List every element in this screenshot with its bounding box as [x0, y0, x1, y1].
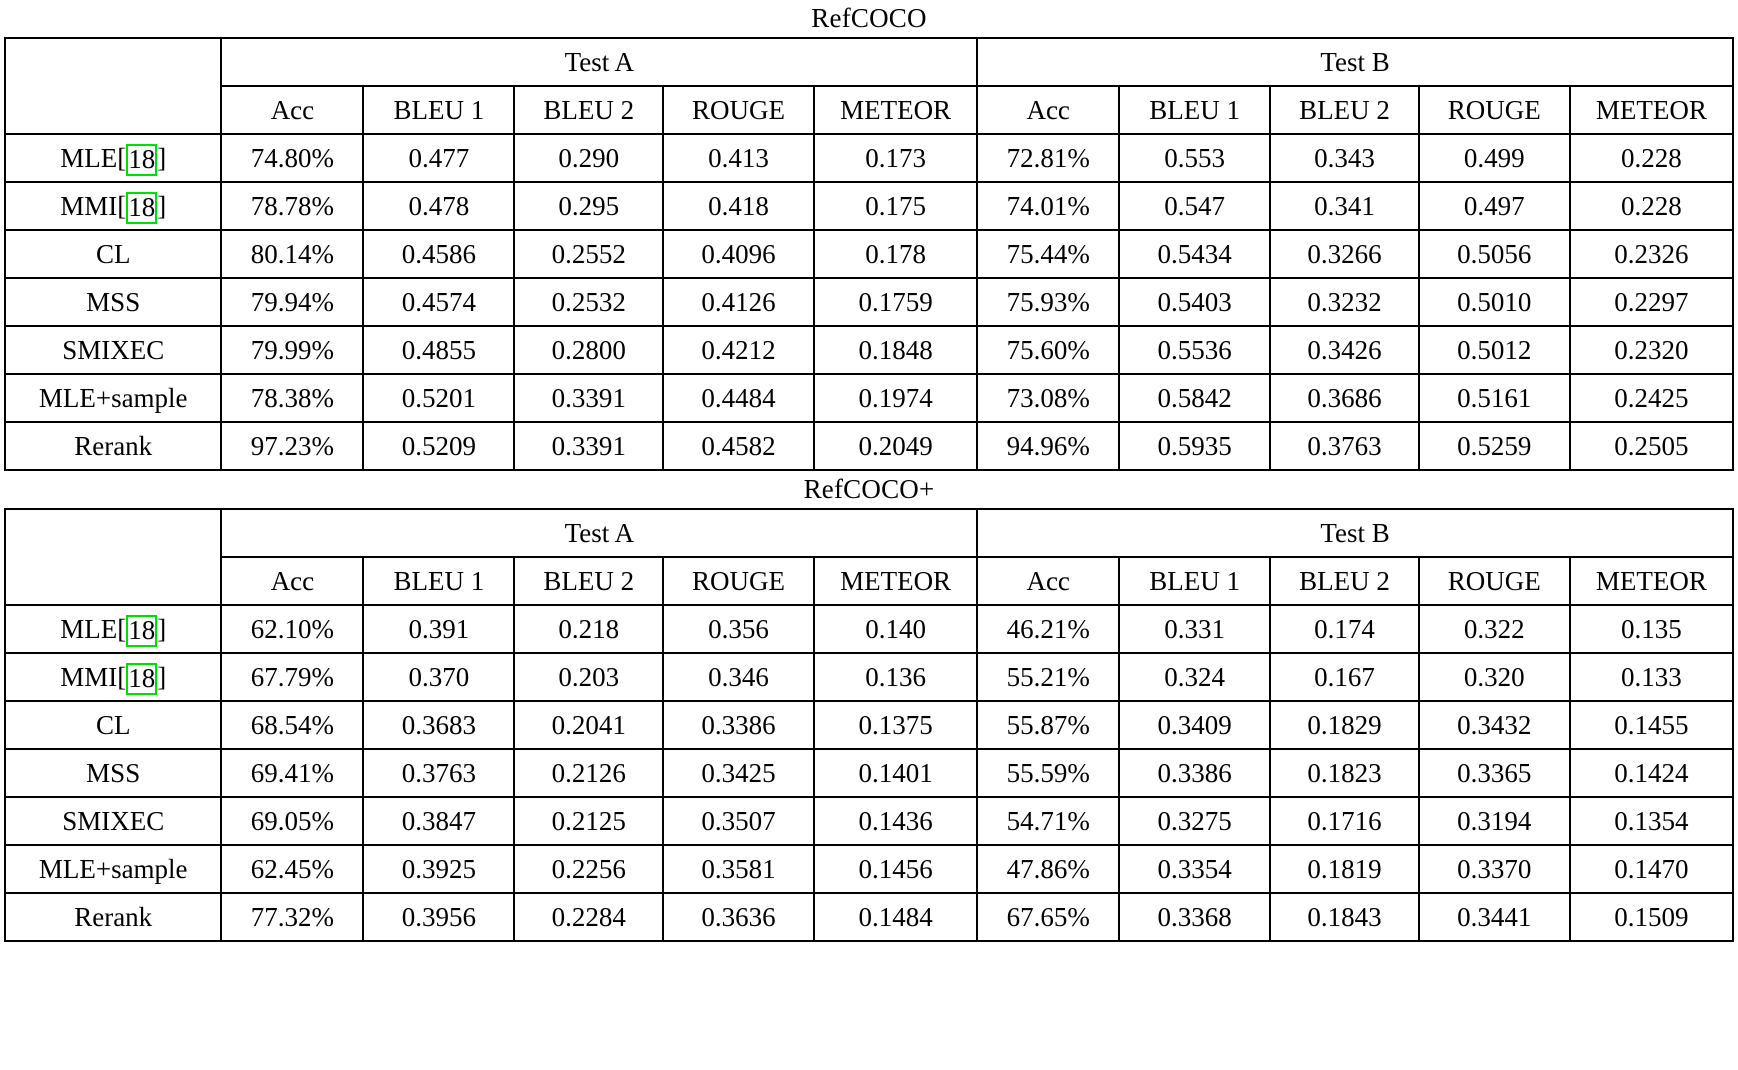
row-label-text: SMIXEC: [62, 806, 165, 836]
metric-cell: 0.324: [1119, 653, 1270, 701]
metric-cell: 0.2326: [1570, 230, 1733, 278]
metric-cell: 75.60%: [977, 326, 1119, 374]
metric-cell: 0.2297: [1570, 278, 1733, 326]
metric-cell: 0.499: [1419, 134, 1570, 182]
metric-cell: 0.1716: [1270, 797, 1419, 845]
metric-cell: 0.173: [814, 134, 977, 182]
metric-cell: 0.3847: [363, 797, 514, 845]
metric-cell: 0.1456: [814, 845, 977, 893]
metric-cell: 0.228: [1570, 182, 1733, 230]
metric-header-acc: Acc: [221, 557, 363, 605]
metric-cell: 0.4484: [663, 374, 814, 422]
table-row: [5, 326, 1733, 374]
citation-close-bracket: ]: [157, 614, 167, 644]
metric-cell: 0.4126: [663, 278, 814, 326]
row-label-text: SMIXEC: [62, 335, 165, 365]
table-caption: RefCOCO+: [803, 474, 935, 504]
metric-cell: 0.5201: [363, 374, 514, 422]
metric-cell: 0.3763: [1270, 422, 1419, 470]
metric-cell: 0.413: [663, 134, 814, 182]
metric-cell: 0.1375: [814, 701, 977, 749]
row-label-text: MLE: [60, 143, 118, 173]
row-label: [5, 845, 221, 893]
group-header-test-b: Test B: [977, 38, 1733, 86]
metric-cell: 75.44%: [977, 230, 1119, 278]
metric-cell: 69.05%: [221, 797, 363, 845]
metric-cell: 62.45%: [221, 845, 363, 893]
metric-cell: 0.477: [363, 134, 514, 182]
metric-cell: 0.1829: [1270, 701, 1419, 749]
metric-header-acc: Acc: [221, 86, 363, 134]
metric-cell: 78.38%: [221, 374, 363, 422]
table-row: [5, 605, 1733, 653]
metric-cell: 0.2800: [514, 326, 663, 374]
metric-cell: 0.5842: [1119, 374, 1270, 422]
metric-cell: 54.71%: [977, 797, 1119, 845]
metric-cell: 78.78%: [221, 182, 363, 230]
metric-cell: 0.356: [663, 605, 814, 653]
metric-cell: 0.4586: [363, 230, 514, 278]
table-row: [5, 797, 1733, 845]
metric-cell: 0.3409: [1119, 701, 1270, 749]
metric-header-bleu-1: BLEU 1: [363, 86, 514, 134]
metric-cell: 0.290: [514, 134, 663, 182]
metric-cell: 0.2284: [514, 893, 663, 941]
row-label-text: Rerank: [74, 431, 153, 461]
metric-cell: 0.3368: [1119, 893, 1270, 941]
row-label-text: MSS: [86, 287, 141, 317]
metric-cell: 0.3370: [1419, 845, 1570, 893]
metric-cell: 67.79%: [221, 653, 363, 701]
metric-cell: 0.3391: [514, 374, 663, 422]
metric-cell: 0.3426: [1270, 326, 1419, 374]
row-label: [5, 182, 221, 230]
metric-cell: 0.5935: [1119, 422, 1270, 470]
table-row: [5, 845, 1733, 893]
citation-close-bracket: ]: [157, 662, 167, 692]
table-row: [5, 749, 1733, 797]
metric-cell: 0.1436: [814, 797, 977, 845]
group-header-test-a: Test A: [221, 509, 977, 557]
metric-cell: 0.178: [814, 230, 977, 278]
metric-cell: 55.59%: [977, 749, 1119, 797]
metric-cell: 0.295: [514, 182, 663, 230]
metric-cell: 0.553: [1119, 134, 1270, 182]
metric-cell: 72.81%: [977, 134, 1119, 182]
row-label: [5, 422, 221, 470]
metric-cell: 0.5259: [1419, 422, 1570, 470]
metric-cell: 0.136: [814, 653, 977, 701]
row-label: [5, 797, 221, 845]
metric-header-bleu-2: BLEU 2: [514, 557, 663, 605]
metric-cell: 62.10%: [221, 605, 363, 653]
metric-cell: 0.343: [1270, 134, 1419, 182]
row-label: [5, 893, 221, 941]
row-label: [5, 278, 221, 326]
metric-cell: 79.99%: [221, 326, 363, 374]
metric-cell: 0.1484: [814, 893, 977, 941]
metric-header-rouge: ROUGE: [663, 557, 814, 605]
metric-cell: 0.135: [1570, 605, 1733, 653]
citation-open-bracket: [: [117, 191, 127, 221]
row-label: [5, 326, 221, 374]
metric-header-rouge: ROUGE: [1419, 557, 1570, 605]
metric-cell: 0.228: [1570, 134, 1733, 182]
metric-header-bleu-1: BLEU 1: [363, 557, 514, 605]
metric-header-acc: Acc: [977, 557, 1119, 605]
metric-cell: 0.3507: [663, 797, 814, 845]
table-row: [5, 374, 1733, 422]
metric-cell: 0.2125: [514, 797, 663, 845]
corner-cell: [5, 509, 221, 605]
metric-cell: 0.3266: [1270, 230, 1419, 278]
metric-cell: 0.3683: [363, 701, 514, 749]
metric-cell: 0.1401: [814, 749, 977, 797]
metric-cell: 0.3686: [1270, 374, 1419, 422]
row-label: [5, 653, 221, 701]
results-table: [4, 37, 1734, 471]
row-label: [5, 605, 221, 653]
citation-link[interactable]: 18: [128, 663, 156, 693]
metric-cell: 0.5161: [1419, 374, 1570, 422]
metric-cell: 77.32%: [221, 893, 363, 941]
table-row: [5, 653, 1733, 701]
citation-open-bracket: [: [117, 614, 127, 644]
row-label-text: MSS: [86, 758, 141, 788]
table-caption: RefCOCO: [811, 3, 927, 33]
metric-cell: 0.5403: [1119, 278, 1270, 326]
metric-cell: 0.391: [363, 605, 514, 653]
metric-header-bleu-2: BLEU 2: [1270, 86, 1419, 134]
metric-cell: 80.14%: [221, 230, 363, 278]
metric-cell: 0.4582: [663, 422, 814, 470]
metric-cell: 0.2552: [514, 230, 663, 278]
table-row: [5, 422, 1733, 470]
metric-cell: 0.133: [1570, 653, 1733, 701]
metric-cell: 0.2049: [814, 422, 977, 470]
metric-cell: 46.21%: [977, 605, 1119, 653]
metric-cell: 0.331: [1119, 605, 1270, 653]
metric-cell: 0.2425: [1570, 374, 1733, 422]
metric-cell: 0.4212: [663, 326, 814, 374]
metric-cell: 0.4096: [663, 230, 814, 278]
metric-cell: 0.5010: [1419, 278, 1570, 326]
metric-cell: 67.65%: [977, 893, 1119, 941]
metric-cell: 0.174: [1270, 605, 1419, 653]
metric-cell: 0.2505: [1570, 422, 1733, 470]
metric-header-row: [5, 557, 1733, 605]
metric-cell: 0.497: [1419, 182, 1570, 230]
row-label-text: MLE+sample: [38, 854, 188, 884]
row-label: [5, 134, 221, 182]
metric-cell: 0.3425: [663, 749, 814, 797]
metric-cell: 0.1843: [1270, 893, 1419, 941]
metric-cell: 74.80%: [221, 134, 363, 182]
metric-header-row: [5, 86, 1733, 134]
citation-link[interactable]: 18: [128, 192, 156, 222]
group-header-row: [5, 509, 1733, 557]
table-row: [5, 278, 1733, 326]
row-label-text: CL: [95, 239, 131, 269]
metric-header-rouge: ROUGE: [663, 86, 814, 134]
metric-cell: 0.3391: [514, 422, 663, 470]
metric-cell: 74.01%: [977, 182, 1119, 230]
metric-cell: 0.2256: [514, 845, 663, 893]
metric-cell: 97.23%: [221, 422, 363, 470]
metric-cell: 0.1759: [814, 278, 977, 326]
metric-cell: 0.3636: [663, 893, 814, 941]
metric-cell: 0.5012: [1419, 326, 1570, 374]
metric-cell: 0.175: [814, 182, 977, 230]
citation-open-bracket: [: [117, 662, 127, 692]
metric-cell: 0.1509: [1570, 893, 1733, 941]
row-label-text: MLE+sample: [38, 383, 188, 413]
citation-open-bracket: [: [117, 143, 127, 173]
citation-close-bracket: ]: [157, 191, 167, 221]
metric-cell: 0.3386: [1119, 749, 1270, 797]
metric-cell: 0.3194: [1419, 797, 1570, 845]
metric-cell: 0.3275: [1119, 797, 1270, 845]
metric-cell: 55.21%: [977, 653, 1119, 701]
metric-cell: 0.3763: [363, 749, 514, 797]
metric-header-rouge: ROUGE: [1419, 86, 1570, 134]
metric-header-acc: Acc: [977, 86, 1119, 134]
row-label: [5, 749, 221, 797]
metric-cell: 0.3925: [363, 845, 514, 893]
metric-cell: 0.2532: [514, 278, 663, 326]
row-label-text: MMI: [60, 662, 118, 692]
metric-cell: 0.1974: [814, 374, 977, 422]
citation-close-bracket: ]: [157, 143, 167, 173]
metric-cell: 0.1424: [1570, 749, 1733, 797]
metric-header-bleu-2: BLEU 2: [1270, 557, 1419, 605]
table-row: [5, 701, 1733, 749]
metric-cell: 94.96%: [977, 422, 1119, 470]
metric-cell: 0.1354: [1570, 797, 1733, 845]
metric-cell: 79.94%: [221, 278, 363, 326]
metric-cell: 69.41%: [221, 749, 363, 797]
metric-cell: 0.2041: [514, 701, 663, 749]
metric-cell: 0.140: [814, 605, 977, 653]
metric-cell: 47.86%: [977, 845, 1119, 893]
metric-cell: 0.1819: [1270, 845, 1419, 893]
group-header-test-a: Test A: [221, 38, 977, 86]
metric-cell: 0.4574: [363, 278, 514, 326]
metric-cell: 0.2320: [1570, 326, 1733, 374]
row-label: [5, 230, 221, 278]
metric-cell: 0.1455: [1570, 701, 1733, 749]
metric-cell: 0.1823: [1270, 749, 1419, 797]
row-label-text: Rerank: [74, 902, 153, 932]
results-table: [4, 508, 1734, 942]
row-label: [5, 701, 221, 749]
metric-cell: 0.547: [1119, 182, 1270, 230]
metric-cell: 0.3386: [663, 701, 814, 749]
metric-cell: 68.54%: [221, 701, 363, 749]
citation-link[interactable]: 18: [128, 615, 156, 645]
metric-cell: 0.1470: [1570, 845, 1733, 893]
row-label-text: MLE: [60, 614, 118, 644]
group-header-test-b: Test B: [977, 509, 1733, 557]
table-row: [5, 134, 1733, 182]
metric-cell: 0.4855: [363, 326, 514, 374]
metric-header-meteor: METEOR: [814, 86, 977, 134]
metric-cell: 0.167: [1270, 653, 1419, 701]
metric-header-bleu-1: BLEU 1: [1119, 86, 1270, 134]
metric-cell: 75.93%: [977, 278, 1119, 326]
row-label-text: MMI: [60, 191, 118, 221]
row-label-text: CL: [95, 710, 131, 740]
row-label: [5, 374, 221, 422]
metric-cell: 0.3956: [363, 893, 514, 941]
metric-cell: 0.218: [514, 605, 663, 653]
metric-cell: 0.3365: [1419, 749, 1570, 797]
metric-header-meteor: METEOR: [814, 557, 977, 605]
metric-cell: 0.3354: [1119, 845, 1270, 893]
metric-cell: 0.341: [1270, 182, 1419, 230]
metric-header-meteor: METEOR: [1570, 557, 1733, 605]
metric-cell: 0.370: [363, 653, 514, 701]
metric-cell: 0.5536: [1119, 326, 1270, 374]
metric-cell: 0.5434: [1119, 230, 1270, 278]
metric-header-meteor: METEOR: [1570, 86, 1733, 134]
metric-cell: 0.3432: [1419, 701, 1570, 749]
metric-cell: 0.320: [1419, 653, 1570, 701]
group-header-row: [5, 38, 1733, 86]
metric-cell: 0.203: [514, 653, 663, 701]
corner-cell: [5, 38, 221, 134]
table-row: [5, 893, 1733, 941]
metric-cell: 0.346: [663, 653, 814, 701]
metric-cell: 0.5209: [363, 422, 514, 470]
metric-cell: 0.3441: [1419, 893, 1570, 941]
metric-cell: 0.1848: [814, 326, 977, 374]
table-row: [5, 182, 1733, 230]
metric-cell: 0.3581: [663, 845, 814, 893]
metric-cell: 0.2126: [514, 749, 663, 797]
metric-cell: 0.478: [363, 182, 514, 230]
metric-cell: 0.3232: [1270, 278, 1419, 326]
metric-cell: 0.5056: [1419, 230, 1570, 278]
metric-cell: 73.08%: [977, 374, 1119, 422]
metric-cell: 0.418: [663, 182, 814, 230]
metric-cell: 55.87%: [977, 701, 1119, 749]
citation-link[interactable]: 18: [128, 144, 156, 174]
metric-header-bleu-1: BLEU 1: [1119, 557, 1270, 605]
metric-header-bleu-2: BLEU 2: [514, 86, 663, 134]
table-row: [5, 230, 1733, 278]
metric-cell: 0.322: [1419, 605, 1570, 653]
